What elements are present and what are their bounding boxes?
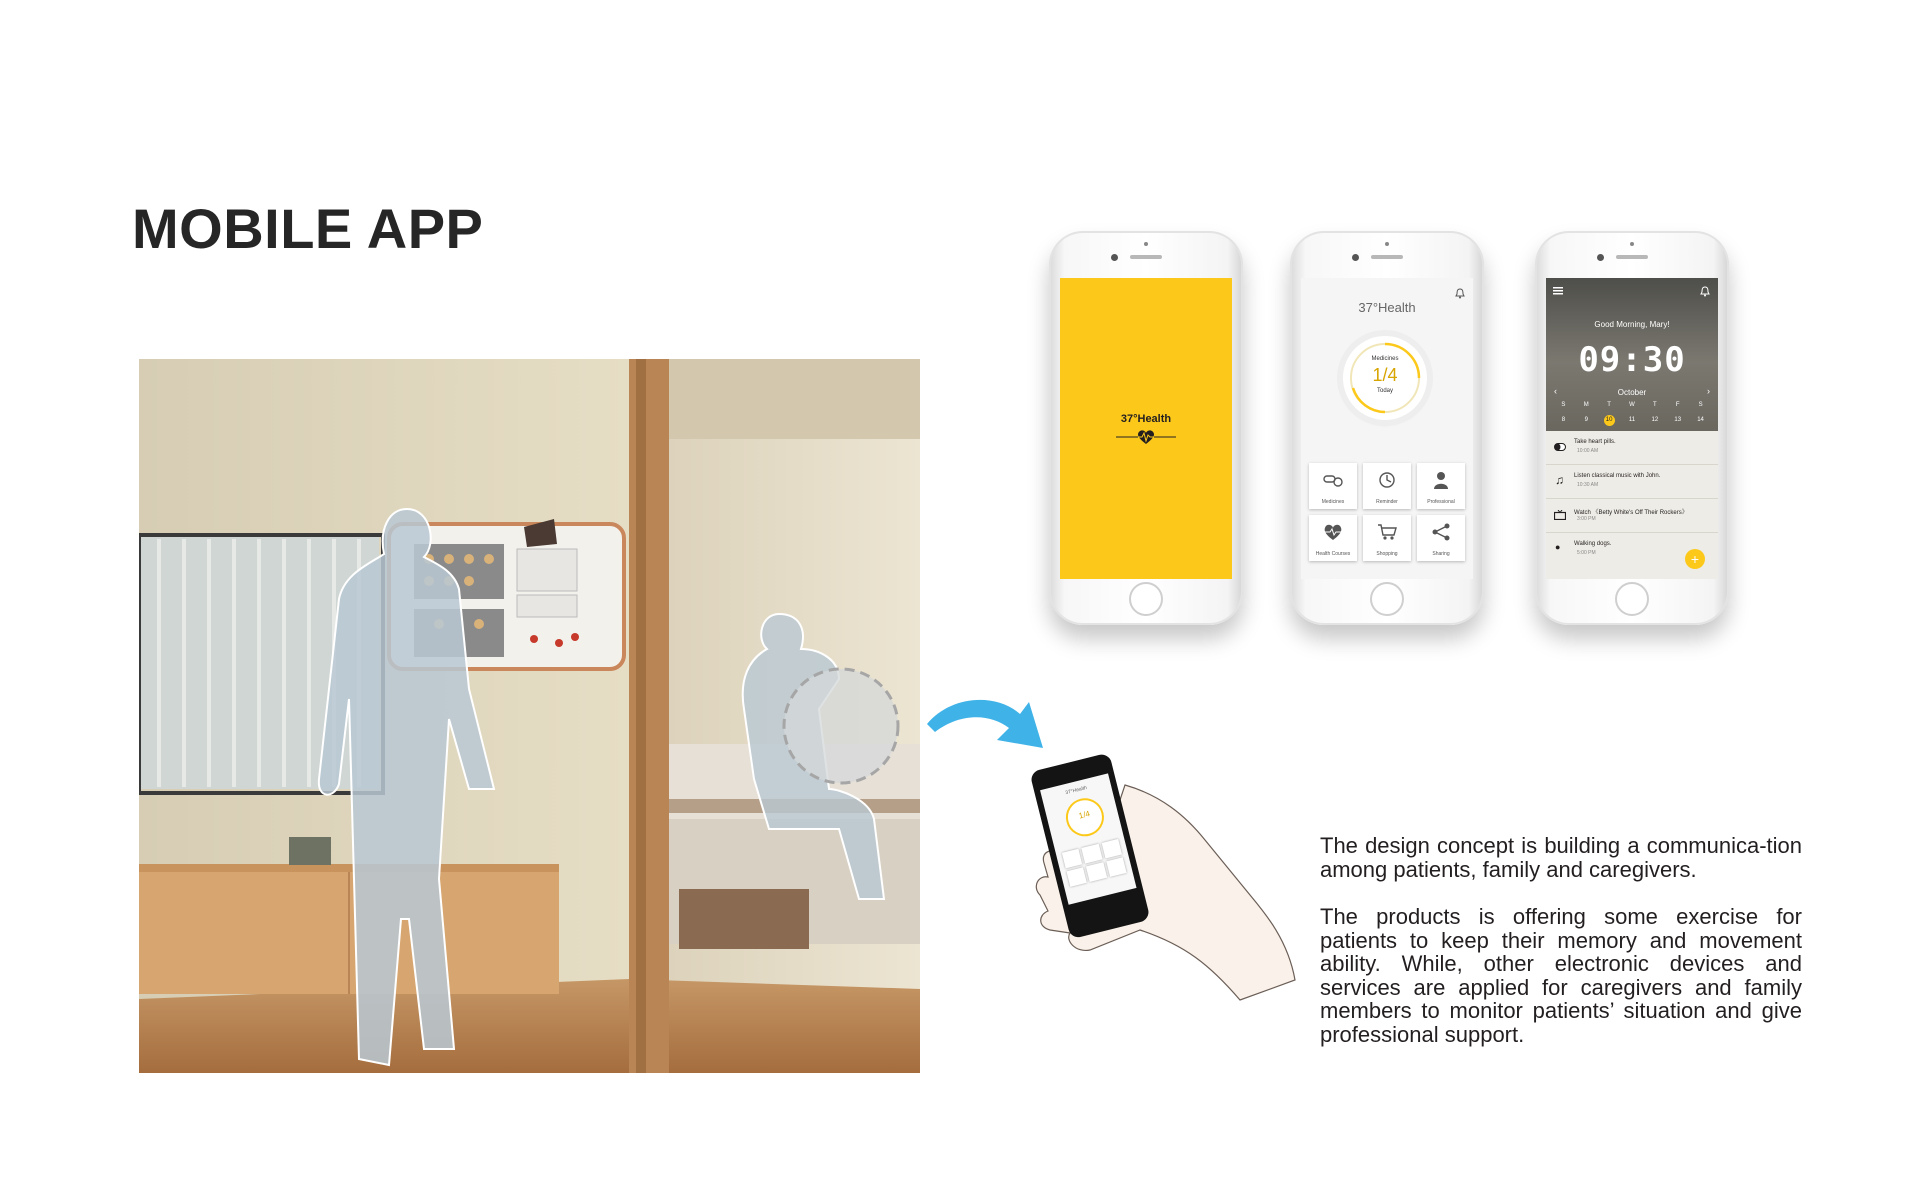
ring-label: Medicines: [1371, 356, 1399, 362]
month-label: October: [1617, 388, 1647, 397]
date-cell[interactable]: 13: [1674, 417, 1682, 423]
doctor-icon: [1431, 471, 1451, 489]
hand-phone-screen: 37°Health 1/4: [1040, 773, 1136, 904]
dashboard-screen: [1301, 278, 1473, 579]
date-cell[interactable]: 11: [1628, 417, 1636, 423]
home-button[interactable]: [1615, 582, 1649, 616]
medicines-ring[interactable]: [1343, 336, 1427, 420]
heartbeat-logo-icon: [1116, 428, 1176, 446]
menu-icon[interactable]: [1553, 287, 1563, 295]
description-paragraph: The design concept is building a communica-tion among patients, family and caregivers.: [1320, 833, 1802, 882]
schedule-header: [1546, 278, 1718, 431]
tile-professional[interactable]: Professional: [1417, 463, 1465, 509]
tile-shopping[interactable]: Shopping: [1363, 515, 1411, 561]
home-button[interactable]: [1129, 582, 1163, 616]
bell-icon[interactable]: [1700, 286, 1710, 297]
tile-reminder[interactable]: Reminder: [1363, 463, 1411, 509]
phone-splash: [1049, 231, 1243, 625]
tile-sharing[interactable]: Sharing: [1417, 515, 1465, 561]
feature-grid: [1309, 463, 1465, 561]
greeting-text: Good Morning, Mary!: [1594, 320, 1670, 329]
tile-medicines[interactable]: Medicines: [1309, 463, 1357, 509]
schedule-screen: [1546, 278, 1718, 579]
paw-icon: ●: [1555, 542, 1561, 552]
pill-icon: [1554, 443, 1566, 451]
add-task-button[interactable]: +: [1685, 549, 1705, 569]
room-scene-illustration: [139, 359, 920, 1073]
clock-time: 09:30: [1578, 340, 1686, 380]
chevron-left-icon[interactable]: ‹: [1554, 386, 1557, 396]
hand-phone-ring: 1/4: [1062, 794, 1108, 840]
weekday-row: S M T W T F S: [1561, 402, 1703, 408]
home-button[interactable]: [1370, 582, 1404, 616]
description-paragraph: The products is offering some exercise for patients to keep their memory and movement ability. While, other electronic devices and services are applied for caregivers and family members to monitor patients’ situation and give professional support.: [1320, 904, 1802, 1047]
date-cell[interactable]: 12: [1651, 417, 1659, 423]
ring-value: 1/4: [1372, 365, 1398, 385]
date-cell[interactable]: 8: [1561, 417, 1566, 423]
pills-icon: [1323, 471, 1343, 489]
tile-health-courses[interactable]: Health Courses: [1309, 515, 1357, 561]
date-cell-selected[interactable]: 10: [1604, 415, 1615, 426]
date-cell[interactable]: 14: [1697, 417, 1704, 423]
app-name: 37°Health: [1358, 300, 1416, 315]
chevron-right-icon[interactable]: ›: [1707, 386, 1710, 396]
list-item[interactable]: ● Walking dogs. 5:00 PM: [1555, 541, 1612, 556]
phone-schedule: [1535, 231, 1729, 625]
clock-icon: [1377, 471, 1397, 489]
heart-icon: [1323, 523, 1343, 541]
hand-holding-phone: [1010, 755, 1300, 1005]
room-scene-svg: [139, 359, 920, 1073]
list-item[interactable]: ♫ Listen classical music with John. 10:30 AM: [1546, 465, 1718, 499]
list-item[interactable]: Watch 《Betty White's Off Their Rockers》 3:00 PM: [1546, 499, 1718, 533]
date-row: [1552, 415, 1712, 426]
music-icon: ♫: [1555, 473, 1564, 487]
page-title: MOBILE APP: [132, 197, 484, 260]
share-icon: [1431, 523, 1451, 541]
phone-dashboard: [1290, 231, 1484, 625]
hand-phone-grid: [1062, 839, 1127, 887]
ring-sublabel: Today: [1376, 388, 1393, 394]
splash-screen: [1060, 278, 1232, 579]
description-block: [1320, 834, 1802, 1070]
list-item[interactable]: Take heart pills. 10:00 AM: [1546, 431, 1718, 465]
bell-icon[interactable]: [1455, 288, 1465, 299]
splash-logo-text: 37°Health: [1120, 413, 1172, 425]
task-list: [1546, 431, 1718, 566]
cart-icon: [1377, 523, 1397, 541]
date-cell[interactable]: 9: [1584, 417, 1588, 423]
tv-icon: [1554, 510, 1566, 520]
